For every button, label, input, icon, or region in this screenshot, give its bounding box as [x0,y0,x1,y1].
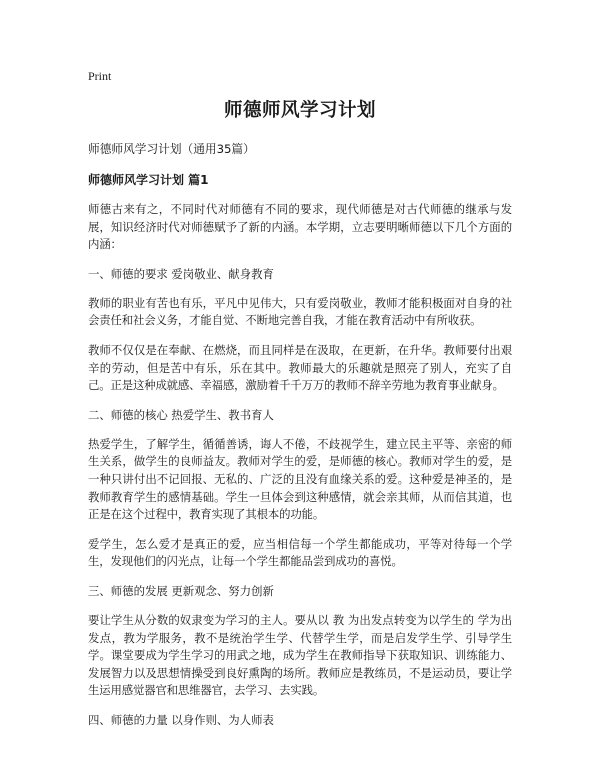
paragraph-1a: 教师的职业有苦也有乐，平凡中见伟大，只有爱岗敬业，教师才能积极面对自身的社会责任和社会义务，才能自觉、不断地完善自我，才能在教育活动中有所收获。 [88,295,512,328]
heading-4: 四、师德的力量 以身作则、为人师表 [88,712,274,727]
paragraph-2b: 爱学生，怎么爱才是真正的爱，应当相信每一个学生都能成功，平等对待每一个学生，发现他们的闪光点，让每一个学生都能品尝到成功的喜悦。 [88,536,512,569]
heading-3: 三、师德的发展 更新观念、努力创新 [88,583,274,598]
paragraph-1b: 教师不仅仅是在奉献、在燃烧，而且同样是在汲取，在更新，在升华。教师要付出艰辛的劳动，但是苦中有乐，乐在其中。教师最大的乐趣就是照亮了别人，充实了自己。正是这种成就感、幸福感，激励着千千万万的教师不辞辛劳地为教育事业献身。 [88,342,512,393]
paragraph-3a: 要让学生从分数的奴隶变为学习的主人。要从以 教 为出发点转变为以学生的 学为出发点，教为学服务，教不是统治学生学、代替学生学，而是启发学生学、引导学生学。课堂要成为学生学习的用武之地，成为学生在教师指导下获取知识、训练能力、发展智力以及思想情操受到良好熏陶的场所。教师应是教练员，不是运动员，要让学生运用感觉器官和思维器官，去学习、去实践。 [88,612,512,698]
heading-1: 一、师德的要求 爱岗敬业、献身教育 [88,266,274,281]
section-title: 师德师风学习计划 篇1 [88,173,209,187]
paragraph-2a: 热爱学生，了解学生，循循善诱，诲人不倦，不歧视学生，建立民主平等、亲密的师生关系，做学生的良师益友。教师对学生的爱，是师德的核心。教师对学生的爱，是一种只讲付出不记回报、无私的、广泛的且没有血缘关系的爱。这种爱是神圣的，是教师教育学生的感情基础。学生一旦体会到这种感情，就会亲其师，从而信其道，也正是在这个过程中，教育实现了其根本的功能。 [88,436,512,522]
heading-2: 二、师德的核心 热爱学生、教书育人 [88,407,274,422]
print-link[interactable]: Print [88,69,112,83]
document-subtitle: 师德师风学习计划（通用35篇） [88,142,255,156]
document-title: 师德师风学习计划 [223,100,376,121]
intro-paragraph: 师德古来有之，不同时代对师德有不同的要求，现代师德是对古代师德的继承与发展，知识经济时代对师德赋予了新的内涵。本学期，立志要明晰师德以下几个方面的内涵： [88,202,512,252]
